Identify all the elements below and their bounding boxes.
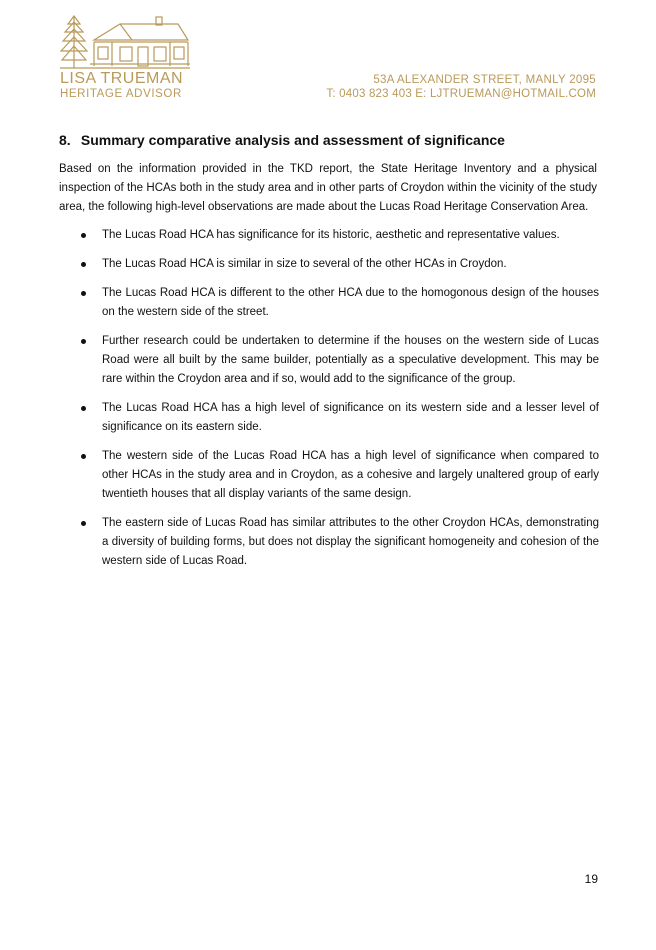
brand-name: LISA TRUEMAN — [60, 70, 184, 87]
cottage-with-pine-tree-icon — [60, 12, 190, 70]
list-item-text: The Lucas Road HCA has a high level of significance on its western side and a lesser level of significance on its eastern side. — [102, 402, 599, 433]
list-item-text: Further research could be undertaken to determine if the houses on the western side of Lucas Road were all built by the same builder, potentially as a speculative development. This may be rare within the Croydon area and if so, would add to the significance of the group. — [102, 335, 599, 385]
bullet-icon — [81, 262, 86, 267]
section-title: Summary comparative analysis and assessment of significance — [80, 132, 505, 148]
letterhead-address: 53A ALEXANDER STREET, MANLY 2095 — [373, 74, 596, 86]
list-item-text: The Lucas Road HCA is similar in size to several of the other HCAs in Croydon. — [102, 258, 507, 270]
list-item-text: The eastern side of Lucas Road has similar attributes to the other Croydon HCAs, demonstrating a diversity of building forms, but does not display the significant homogeneity and cohesion of the western side of Lucas Road. — [102, 517, 599, 567]
bullet-icon — [81, 454, 86, 459]
page-number: 19 — [584, 872, 598, 886]
bullet-icon — [81, 291, 86, 296]
list-item — [59, 332, 599, 389]
list-item-text: The Lucas Road HCA is different to the other HCA due to the homogonous design of the houses on the western side of the street. — [102, 287, 599, 318]
brand-subtitle: HERITAGE ADVISOR — [60, 88, 182, 100]
section-heading — [59, 132, 505, 148]
list-item — [59, 514, 599, 571]
bullet-icon — [81, 406, 86, 411]
list-item-text: The western side of the Lucas Road HCA has a high level of significance when compared to other HCAs in the study area and in Croydon, as a cohesive and largely unaltered group of early twentieth houses that all display variants of the same design. — [102, 450, 599, 500]
letterhead — [0, 0, 656, 110]
bullet-icon — [81, 339, 86, 344]
observations-list — [59, 226, 599, 581]
bullet-icon — [81, 233, 86, 238]
intro-paragraph: Based on the information provided in the TKD report, the State Heritage Inventory and a physical inspection of the HCAs both in the study area and in other parts of Croydon within the vicinity of the study area, the following high-level observations are made about the Lucas Road Heritage Conservation Area. — [59, 163, 597, 213]
bullet-icon — [81, 521, 86, 526]
section-number: 8. — [59, 132, 71, 148]
list-item — [59, 255, 599, 274]
list-item — [59, 399, 599, 437]
list-item — [59, 447, 599, 504]
list-item — [59, 226, 599, 245]
letterhead-contact: T: 0403 823 403 E: LJTRUEMAN@HOTMAIL.COM — [326, 88, 596, 100]
list-item-text: The Lucas Road HCA has significance for its historic, aesthetic and representative values. — [102, 229, 560, 241]
list-item — [59, 284, 599, 322]
